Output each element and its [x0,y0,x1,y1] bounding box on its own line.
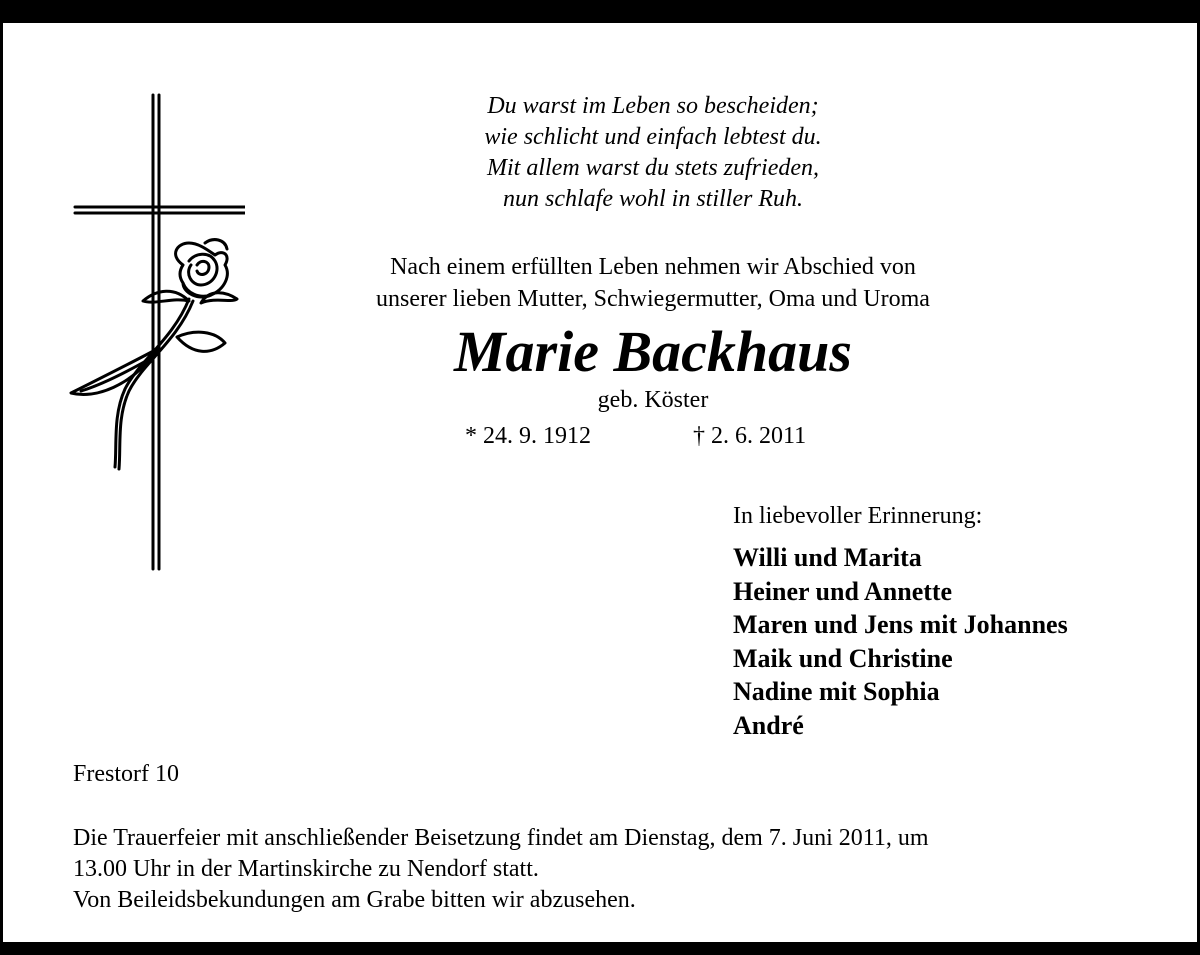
cross-with-rose-icon [65,93,245,573]
death-date: † 2. 6. 2011 [693,423,807,449]
poem-line: Mit allem warst du stets zufrieden, [487,155,819,181]
intro-line: Nach einem erfüllten Leben nehmen wir Abschied von [390,254,916,280]
funeral-details [73,823,1153,916]
intro-line: unserer lieben Mutter, Schwiegermutter, Oma und Uroma [376,286,930,312]
details-line: 13.00 Uhr in der Martinskirche zu Nendorf statt. [73,856,539,882]
deceased-name: Marie Backhaus [453,319,852,384]
poem-line: wie schlicht und einfach lebtest du. [484,124,822,150]
mourner-item: Maik und Christine [733,643,953,673]
mourner-item: Nadine mit Sophia [733,677,940,706]
poem-line: Du warst im Leben so bescheiden; [487,93,819,119]
mourner-item: Willi und Marita [733,543,922,572]
mourners-list [733,541,1068,742]
details-line: Von Beileidsbekundungen am Grabe bitten wir abzusehen. [73,887,636,913]
farewell-intro [263,251,1043,315]
memory-label: In liebevoller Erinnerung: [733,503,983,529]
mourner-item: Heiner und Annette [733,576,953,606]
address: Frestorf 10 [73,761,179,787]
memorial-poem [303,91,1003,215]
poem-line: nun schlafe wohl in stiller Ruh. [503,186,803,212]
mourner-item: André [733,710,804,740]
mourner-item: Maren und Jens mit Johannes [733,610,1068,639]
birth-date: * 24. 9. 1912 [465,423,591,449]
details-line: Die Trauerfeier mit anschließender Beisetzung findet am Dienstag, dem 7. Juni 2011, um [73,825,929,851]
maiden-name: geb. Köster [597,387,709,413]
